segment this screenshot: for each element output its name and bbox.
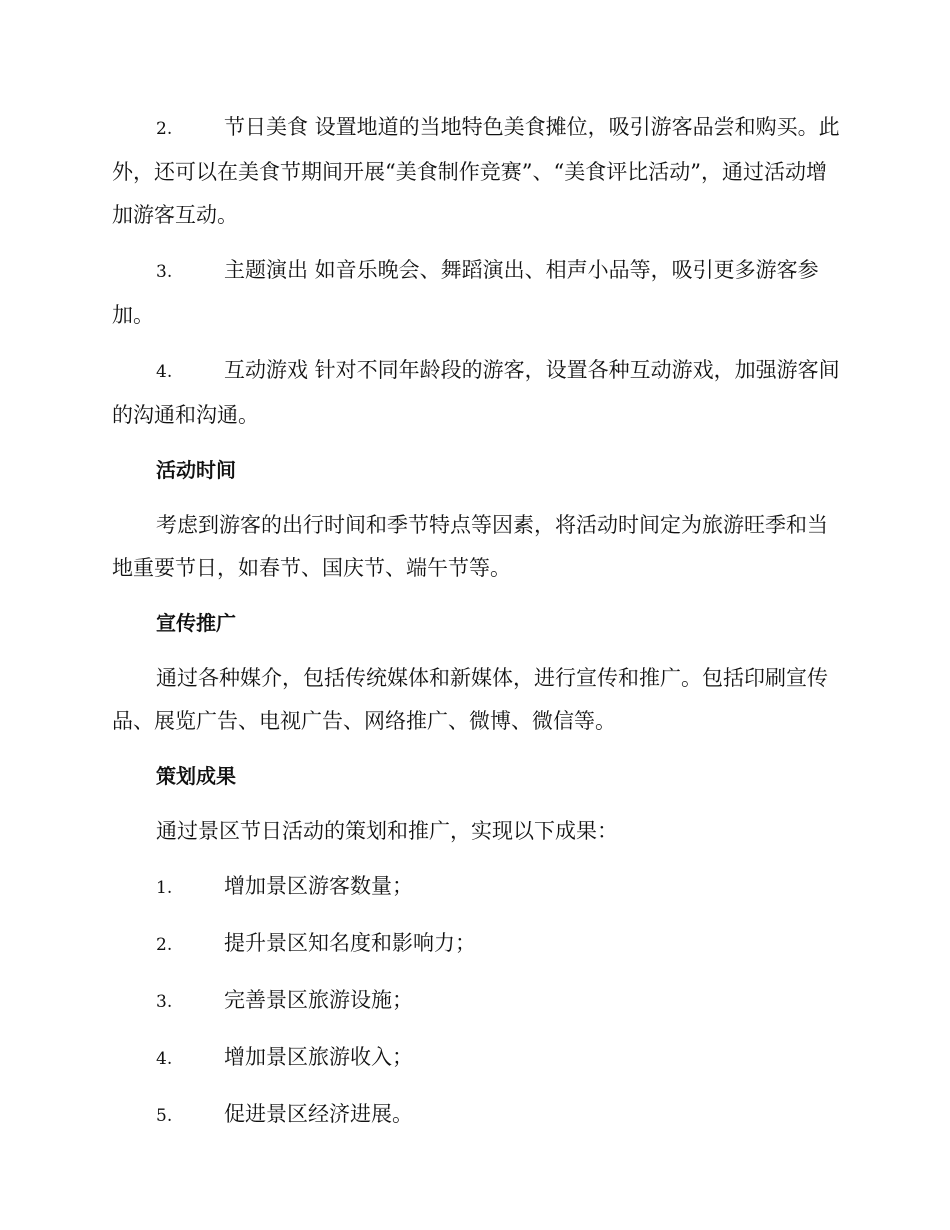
activity-item-number: 4. — [156, 362, 173, 382]
results-item-text: 完善景区旅游设施； — [224, 988, 413, 1012]
section-body-time: 考虑到游客的出行时间和季节特点等因素，将活动时间定为旅游旺季和当地重要节日，如春节、国庆节、端午节等。 — [112, 513, 828, 580]
activity-item-performance — [112, 249, 842, 337]
activity-item-food — [112, 106, 842, 237]
section-heading-results: 策划成果 — [156, 764, 236, 788]
results-item-text: 促进景区经济进展。 — [224, 1102, 413, 1126]
results-item-text: 增加景区旅游收入； — [224, 1045, 413, 1069]
activity-item-text: 互动游戏 针对不同年龄段的游客，设置各种互动游戏，加强游客间的沟通和沟通。 — [112, 358, 840, 427]
results-list-item — [112, 865, 842, 910]
results-item-number: 5. — [156, 1106, 173, 1126]
results-list-item — [112, 922, 842, 967]
results-list-item — [112, 1093, 842, 1138]
activity-item-number: 3. — [156, 262, 173, 282]
activity-item-games — [112, 349, 842, 437]
activity-item-text: 节日美食 设置地道的当地特色美食摊位，吸引游客品尝和购买。此外，还可以在美食节期间开展“美食制作竞赛”、“美食评比活动”，通过活动增加游客互动。 — [112, 115, 840, 227]
section-intro-results: 通过景区节日活动的策划和推广，实现以下成果： — [156, 819, 618, 843]
activity-item-text: 主题演出 如音乐晚会、舞蹈演出、相声小品等，吸引更多游客参加。 — [112, 258, 819, 327]
section-body-promotion: 通过各种媒介，包括传统媒体和新媒体，进行宣传和推广。包括印刷宣传品、展览广告、电视广告、网络推广、微博、微信等。 — [112, 666, 828, 733]
activity-item-number: 2. — [156, 119, 173, 139]
results-item-number: 4. — [156, 1049, 173, 1069]
results-item-text: 增加景区游客数量； — [224, 874, 413, 898]
results-item-number: 3. — [156, 992, 173, 1012]
document-page — [112, 106, 842, 1150]
section-heading-promotion: 宣传推广 — [156, 611, 236, 635]
results-list-item — [112, 1036, 842, 1081]
results-item-number: 2. — [156, 935, 173, 955]
results-list-item — [112, 979, 842, 1024]
results-item-text: 提升景区知名度和影响力； — [224, 931, 476, 955]
results-item-number: 1. — [156, 878, 173, 898]
section-heading-time: 活动时间 — [156, 458, 236, 482]
